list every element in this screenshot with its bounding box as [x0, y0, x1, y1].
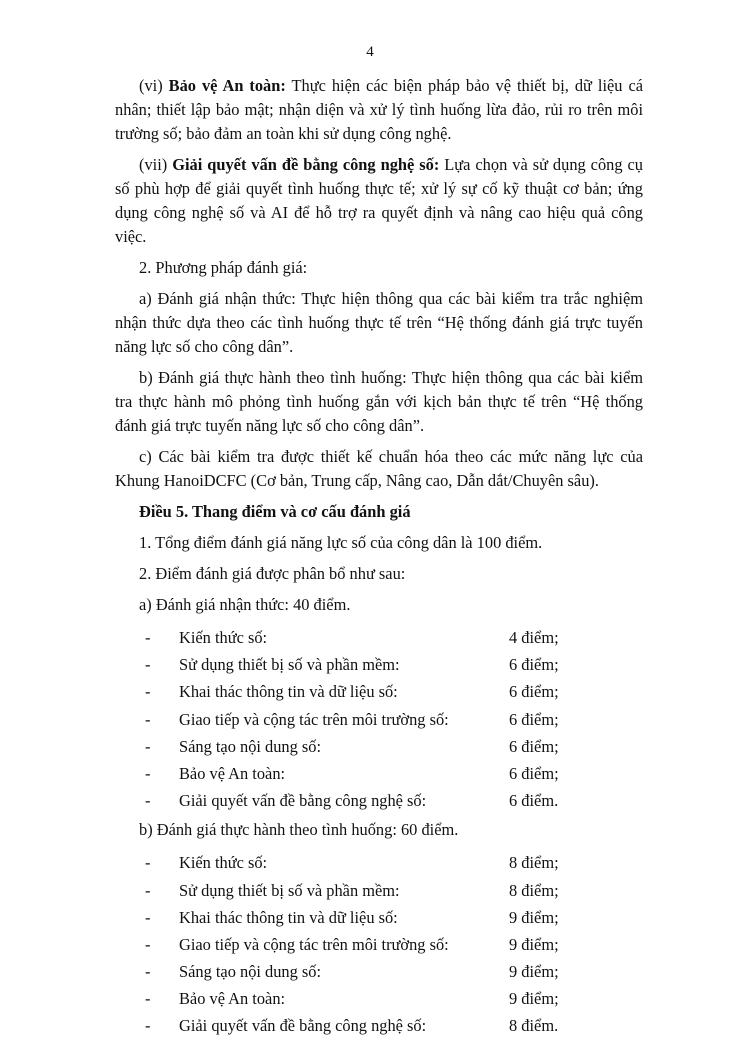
item-points: 9 điểm; — [509, 989, 559, 1009]
dash-bullet: - — [145, 736, 151, 756]
item-label: Kiến thức số: — [179, 853, 268, 873]
item-points: 8 điểm. — [509, 1016, 559, 1036]
item-points: 6 điểm. — [509, 791, 559, 811]
article-5-heading: Điều 5. Thang điểm và cơ cấu đánh giá — [139, 502, 411, 521]
clause-vi-title: Bảo vệ An toàn: — [168, 76, 286, 95]
dash-bullet: - — [145, 655, 151, 675]
list-item — [115, 760, 643, 787]
item-label: Bảo vệ An toàn: — [179, 763, 286, 783]
dash-bullet: - — [145, 763, 151, 783]
item-points: 6 điểm; — [509, 709, 559, 729]
list-item — [115, 624, 643, 651]
dash-bullet: - — [145, 791, 151, 811]
clause-vii-prefix: (vii) — [139, 155, 168, 174]
item-points: 8 điểm; — [509, 880, 559, 900]
dash-bullet: - — [145, 709, 151, 729]
item-points: 9 điểm; — [509, 907, 559, 927]
item-label: Sáng tạo nội dung số: — [179, 962, 322, 982]
item-label: Sử dụng thiết bị số và phần mềm: — [179, 880, 400, 900]
clause-vii-text: Lựa chọn và sử dụng công cụ số phù hợp để giải quyết tình huống thực tế; xử lý sự cố kỹ thuật cơ bản; ứng dụng công nghệ số và AI để hỗ trợ ra quyết định và nâng cao hiệu quả công việc. — [115, 155, 643, 246]
list-item — [115, 1012, 643, 1039]
item-label: Giao tiếp và cộng tác trên môi trường số: — [179, 934, 449, 954]
item-label: Giải quyết vấn đề bằng công nghệ số: — [179, 1016, 427, 1036]
dash-bullet: - — [145, 880, 151, 900]
dash-bullet: - — [145, 962, 151, 982]
page-content — [115, 74, 643, 1044]
item-label: Giải quyết vấn đề bằng công nghệ số: — [179, 791, 427, 811]
clause-vi — [115, 74, 643, 146]
clause-vii-title: Giải quyết vấn đề bằng công nghệ số: — [172, 155, 440, 174]
item-points: 8 điểm; — [509, 853, 559, 873]
list-item — [115, 733, 643, 760]
method-b: b) Đánh giá thực hành theo tình huống: Thực hiện thông qua các bài kiểm tra thực hành mô phỏng tình huống gắn với kịch bản thực tế trên “Hệ thống đánh giá trực tuyến năng lực số cho công dân”. — [115, 368, 643, 435]
item-points: 9 điểm; — [509, 934, 559, 954]
item-points: 4 điểm; — [509, 628, 559, 647]
item-label: Kiến thức số: — [179, 628, 268, 647]
dash-bullet: - — [145, 1016, 151, 1036]
group-a-list — [115, 624, 643, 814]
list-item — [115, 904, 643, 931]
group-a-title: a) Đánh giá nhận thức: 40 điểm. — [139, 595, 351, 614]
method-c: c) Các bài kiểm tra được thiết kế chuẩn hóa theo các mức năng lực của Khung HanoiDCFC (Cơ bản, Trung cấp, Nâng cao, Dẫn dắt/Chuyên sâu). — [115, 447, 643, 490]
dash-bullet: - — [145, 934, 151, 954]
article-5-point-1: 1. Tổng điểm đánh giá năng lực số của công dân là 100 điểm. — [139, 533, 543, 552]
item-points: 6 điểm; — [509, 763, 559, 783]
group-b-list — [115, 849, 643, 1039]
article-5-point-2: 2. Điểm đánh giá được phân bổ như sau: — [139, 564, 406, 583]
dash-bullet: - — [145, 853, 151, 873]
page-number: 4 — [366, 44, 374, 60]
item-label: Bảo vệ An toàn: — [179, 989, 286, 1009]
method-a: a) Đánh giá nhận thức: Thực hiện thông qua các bài kiểm tra trắc nghiệm nhận thức dựa theo các tình huống thực tế trên “Hệ thống đánh giá trực tuyến năng lực số cho công dân”. — [115, 289, 643, 356]
item-label: Khai thác thông tin và dữ liệu số: — [179, 682, 398, 702]
method-heading: 2. Phương pháp đánh giá: — [139, 258, 308, 277]
item-label: Sáng tạo nội dung số: — [179, 736, 322, 756]
list-item — [115, 985, 643, 1012]
item-points: 6 điểm; — [509, 682, 559, 702]
item-points: 9 điểm; — [509, 962, 559, 982]
list-item — [115, 931, 643, 958]
item-label: Sử dụng thiết bị số và phần mềm: — [179, 655, 400, 675]
item-points: 6 điểm; — [509, 736, 559, 756]
clause-vi-prefix: (vi) — [139, 76, 163, 95]
dash-bullet: - — [145, 682, 151, 702]
list-item — [115, 958, 643, 985]
list-item — [115, 678, 643, 705]
clause-vii — [115, 153, 643, 249]
list-item — [115, 651, 643, 678]
dash-bullet: - — [145, 907, 151, 927]
item-label: Giao tiếp và cộng tác trên môi trường số: — [179, 709, 449, 729]
item-points: 6 điểm; — [509, 655, 559, 675]
list-item — [115, 787, 643, 814]
dash-bullet: - — [145, 628, 151, 647]
list-item — [115, 706, 643, 733]
item-label: Khai thác thông tin và dữ liệu số: — [179, 907, 398, 927]
clause-vi-text: Thực hiện các biện pháp bảo vệ thiết bị, dữ liệu cá nhân; thiết lập bảo mật; nhận diện và xử lý tình huống lừa đảo, rủi ro trên môi trường số; bảo đảm an toàn khi sử dụng công nghệ. — [115, 76, 644, 143]
list-item — [115, 877, 643, 904]
list-item — [115, 849, 643, 876]
group-b-title: b) Đánh giá thực hành theo tình huống: 60 điểm. — [139, 820, 459, 840]
dash-bullet: - — [145, 989, 151, 1009]
